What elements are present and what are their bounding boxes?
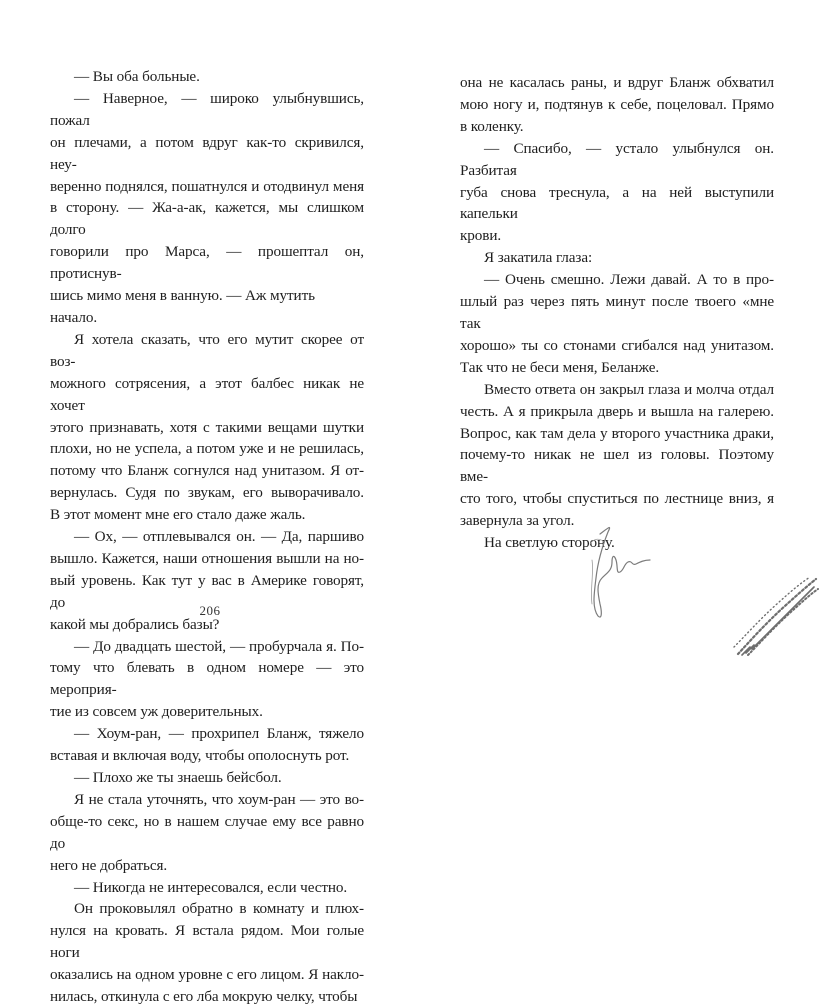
text-line: Я закатила глаза: [484, 249, 593, 267]
paragraph [460, 247, 774, 269]
text-line: — Наверное, — широко улыбнувшись, пожал [50, 89, 364, 129]
text-line: в сторону. — Жа-а-ак, кажется, мы слишком долго [50, 199, 364, 239]
text-row [460, 335, 774, 357]
paragraph [50, 898, 364, 1008]
text-line: потому что Бланж согнулся над унитазом. Я от- [50, 462, 364, 480]
text-row [50, 636, 364, 658]
text-line: — Очень смешно. Лежи давай. А то в про- [484, 271, 774, 289]
text-row [50, 373, 364, 417]
paragraph [50, 66, 364, 88]
text-row [50, 657, 364, 701]
text-row [50, 197, 364, 241]
text-line: сто того, чтобы спуститься по лестнице вниз, я [460, 490, 774, 508]
text-line: — Никогда не интересовался, если честно. [74, 878, 348, 896]
paragraph [50, 789, 364, 877]
text-row [50, 745, 364, 767]
text-line: плохи, но не успела, а потом уже и не решилась, [50, 440, 364, 458]
text-row [50, 964, 364, 986]
text-line: нулся на кровать. Я встала рядом. Мои голые ноги [50, 922, 364, 962]
text-line: шись мимо меня в ванную. — Аж мутить начало. [50, 287, 315, 326]
text-line: — Плохо же ты знаешь бейсбол. [74, 769, 282, 786]
text-row [460, 138, 774, 182]
paragraph [460, 379, 774, 532]
text-line: Я хотела сказать, что его мутит скорее от воз- [50, 330, 364, 370]
text-row [50, 526, 364, 548]
text-row [50, 811, 364, 855]
text-row [50, 66, 364, 88]
text-row [50, 986, 364, 1008]
paragraph [460, 138, 774, 248]
paragraph [50, 723, 364, 767]
text-row [460, 488, 774, 510]
text-row [460, 269, 774, 291]
text-row [50, 176, 364, 198]
left-page-text [50, 66, 364, 1008]
text-row [50, 789, 364, 811]
text-row [50, 482, 364, 504]
text-row [50, 855, 364, 877]
text-row [460, 357, 774, 379]
text-line: нилась, откинула с его лба мокрую челку, чтобы [50, 988, 358, 1006]
text-row [50, 723, 364, 745]
text-line: какой мы добрались базы? [50, 615, 220, 633]
text-row [460, 423, 774, 445]
paragraph [50, 526, 364, 636]
text-row [50, 285, 364, 329]
text-line: вставая и включая воду, чтобы ополоснуть рот. [50, 747, 350, 765]
text-line: — Спасибо, — устало улыбнулся он. Разбитая [460, 139, 774, 179]
text-line: вый уровень. Как тут у вас в Америке говорят, до [50, 571, 364, 611]
text-row [460, 444, 774, 488]
text-row [50, 920, 364, 964]
text-line: крови. [460, 227, 502, 245]
signature-icon [578, 520, 668, 630]
text-line: шлый раз через пять минут после твоего «мне так [460, 293, 774, 332]
text-line: Я не стала уточнять, что хоум-ран — это во- [74, 790, 364, 808]
text-line: в коленку. [460, 117, 524, 135]
text-line: В этот момент мне его стало даже жаль. [50, 506, 306, 524]
text-line: вышло. Кажется, наши отношения вышли на но- [50, 549, 364, 567]
paragraph [460, 269, 774, 379]
text-line: почему-то никак не шел из головы. Поэтому вме- [460, 446, 774, 486]
text-row [50, 88, 364, 132]
text-line: Вопрос, как там дела у второго участника драки, [460, 424, 774, 442]
paragraph [50, 877, 364, 899]
text-line: — Хоум-ран, — прохрипел Бланж, тяжело [74, 725, 364, 743]
text-row [460, 291, 774, 335]
text-row [460, 401, 774, 423]
paragraph [460, 72, 774, 138]
text-line: он плечами, а потом вдруг как-то скривился, неу- [50, 133, 364, 173]
text-row [460, 225, 774, 247]
text-line: веренно поднялся, пошатнулся и отодвинул меня [50, 177, 364, 195]
text-line: говорили про Марса, — прошептал он, протиснув- [50, 243, 364, 283]
text-line: вернулась. Судя по звукам, его выворачивало. [50, 484, 364, 502]
text-row [50, 548, 364, 570]
text-line: него не добраться. [50, 856, 168, 874]
text-row [50, 701, 364, 723]
text-row [460, 379, 774, 401]
text-line: Он проковылял обратно в комнату и плюх- [74, 900, 364, 918]
paragraph [50, 636, 364, 724]
text-row [50, 877, 364, 899]
text-line: губа снова треснула, а на ней выступили капельки [460, 183, 774, 223]
text-row [50, 504, 364, 526]
text-row [460, 247, 774, 269]
paragraph [50, 329, 364, 526]
text-line: — Ох, — отплевывался он. — Да, паршиво [74, 528, 364, 546]
text-row [50, 898, 364, 920]
paragraph [50, 88, 364, 329]
text-row [50, 438, 364, 460]
text-line: — Вы оба больные. [74, 68, 200, 85]
text-line: Так что не беси меня, Беланже. [460, 358, 660, 376]
text-line: — До двадцать шестой, — пробурчала я. По- [74, 637, 364, 655]
text-line: можного сотрясения, а этот балбес никак не хочет [50, 374, 364, 414]
text-row [460, 72, 774, 94]
text-line: тому что блевать в одном номере — это мероприя- [50, 659, 364, 699]
text-line: мою ногу и, подтянув к себе, поцеловал. Прямо [460, 95, 774, 113]
text-line: тие из совсем уж доверительных. [50, 703, 263, 721]
text-line: Вместо ответа он закрыл глаза и молча отдал [484, 380, 774, 398]
right-page-text [460, 72, 774, 554]
text-row [50, 241, 364, 285]
text-row [50, 329, 364, 373]
paragraph [50, 767, 364, 789]
text-line: хорошо» ты со стонами сгибался над унитазом. [460, 336, 774, 354]
page-number: 206 [199, 603, 221, 618]
text-row [460, 94, 774, 116]
text-row [50, 417, 364, 439]
text-line: обще-то секс, но в нашем случае ему все равно до [50, 812, 364, 852]
text-row [460, 182, 774, 226]
text-line: она не касалась раны, и вдруг Бланж обхватил [460, 74, 774, 91]
text-line: завернула за угол. [460, 512, 575, 530]
text-row [460, 116, 774, 138]
text-line: оказались на одном уровне с его лицом. Я накло- [50, 966, 364, 984]
text-row [50, 460, 364, 482]
text-line: На светлую сторону. [484, 534, 615, 552]
text-line: честь. А я прикрыла дверь и вышла на галерею. [460, 402, 774, 420]
text-row [50, 767, 364, 789]
tire-track-icon [730, 575, 820, 656]
text-line: этого признавать, хотя с такими вещами шутки [50, 418, 364, 436]
text-row [50, 132, 364, 176]
